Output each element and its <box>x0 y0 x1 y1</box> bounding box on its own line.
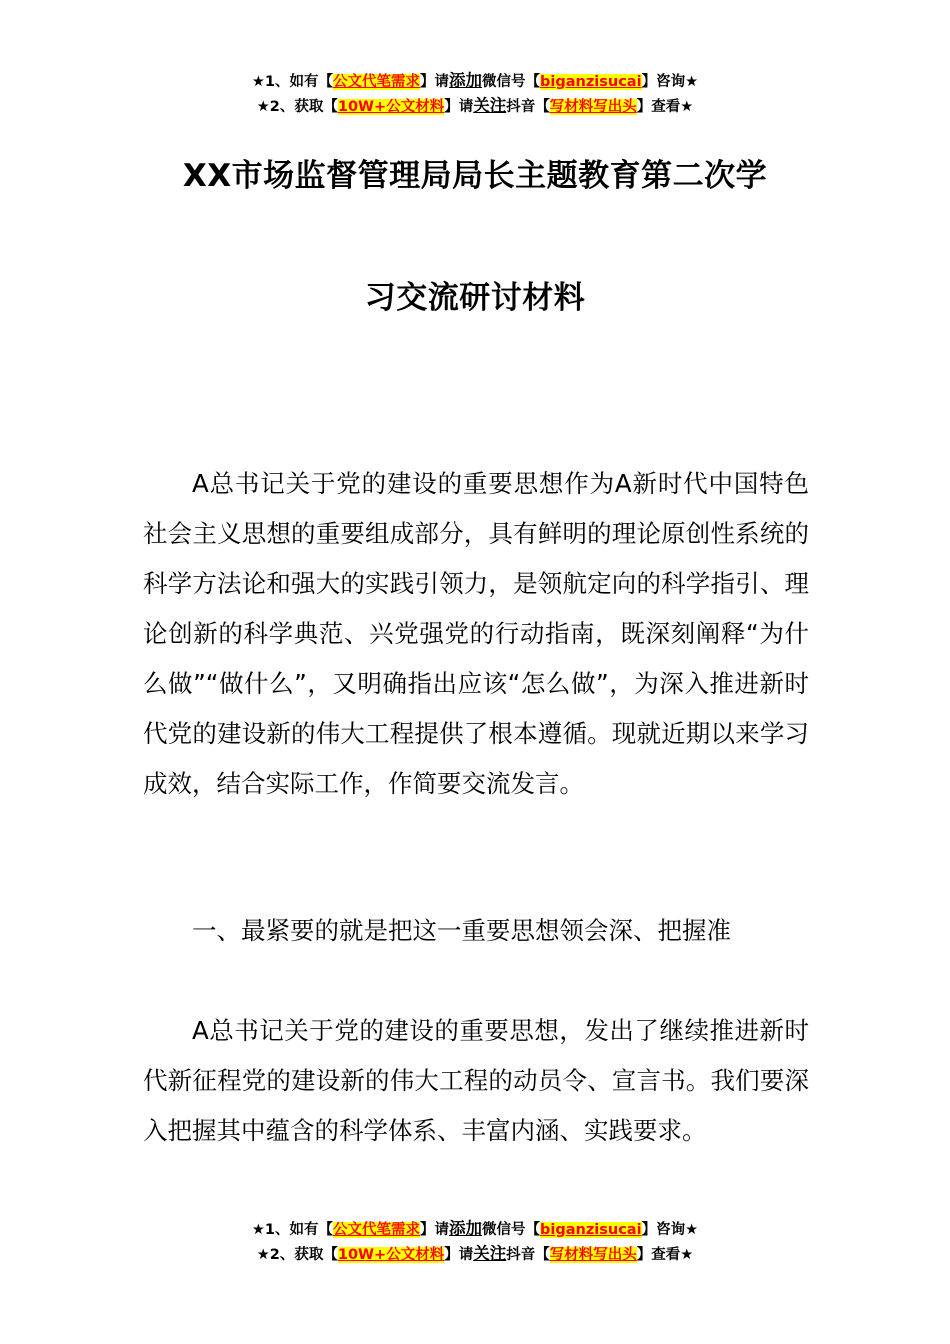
douyin-id-highlight: 写材料写出头 <box>549 99 637 115</box>
paragraph-intro: A总书记关于党的建设的重要思想作为A新时代中国特色社会主义思想的重要组成部分，具有鲜明的理论原创性系统的科学方法论和强大的实践引领力，是领航定向的科学指引、理论创新的科学典范、兴党强党的行动指南，既深刻阐释“为什么做”“做什么”，又明确指出应该“怎么做”，为深入推进新时代党的建设新的伟大工程提供了根本遵循。现就近期以来学习成效，结合实际工作，作简要交流发言。 <box>143 469 809 798</box>
document-title-line-2: 习交流研讨材料 <box>364 280 586 316</box>
body-section-3 <box>143 1006 809 1156</box>
top-banner <box>0 69 950 119</box>
body-section-1 <box>143 459 809 809</box>
service-highlight: 公文代笔需求 <box>333 74 421 90</box>
banner-line-1: ★1、如有【公文代笔需求】请添加微信号【biganzisucai】咨询★ <box>251 71 699 90</box>
banner-line-1: ★1、如有【公文代笔需求】请添加微信号【biganzisucai】咨询★ <box>251 1219 699 1238</box>
wechat-id-highlight: biganzisucai <box>540 1222 642 1238</box>
bottom-banner <box>0 1217 950 1267</box>
materials-highlight: 10W+公文材料 <box>337 99 445 115</box>
section-heading-1: 一、最紧要的就是把这一重要思想领会深、把握准 <box>192 916 731 945</box>
body-section-2 <box>143 906 809 956</box>
paragraph-2: A总书记关于党的建设的重要思想，发出了继续推进新时代新征程党的建设新的伟大工程的动员令、宣言书。我们要深入把握其中蕴含的科学体系、丰富内涵、实践要求。 <box>143 1016 809 1145</box>
banner-line-2: ★2、获取【10W+公文材料】请关注抖音【写材料写出头】查看★ <box>256 1244 694 1263</box>
banner-line-2: ★2、获取【10W+公文材料】请关注抖音【写材料写出头】查看★ <box>256 96 694 115</box>
materials-highlight: 10W+公文材料 <box>337 1247 445 1263</box>
douyin-id-highlight: 写材料写出头 <box>549 1247 637 1263</box>
service-highlight: 公文代笔需求 <box>333 1222 421 1238</box>
document-title-line-1: XX市场监督管理局局长主题教育第二次学 <box>182 158 768 194</box>
wechat-id-highlight: biganzisucai <box>540 74 642 90</box>
